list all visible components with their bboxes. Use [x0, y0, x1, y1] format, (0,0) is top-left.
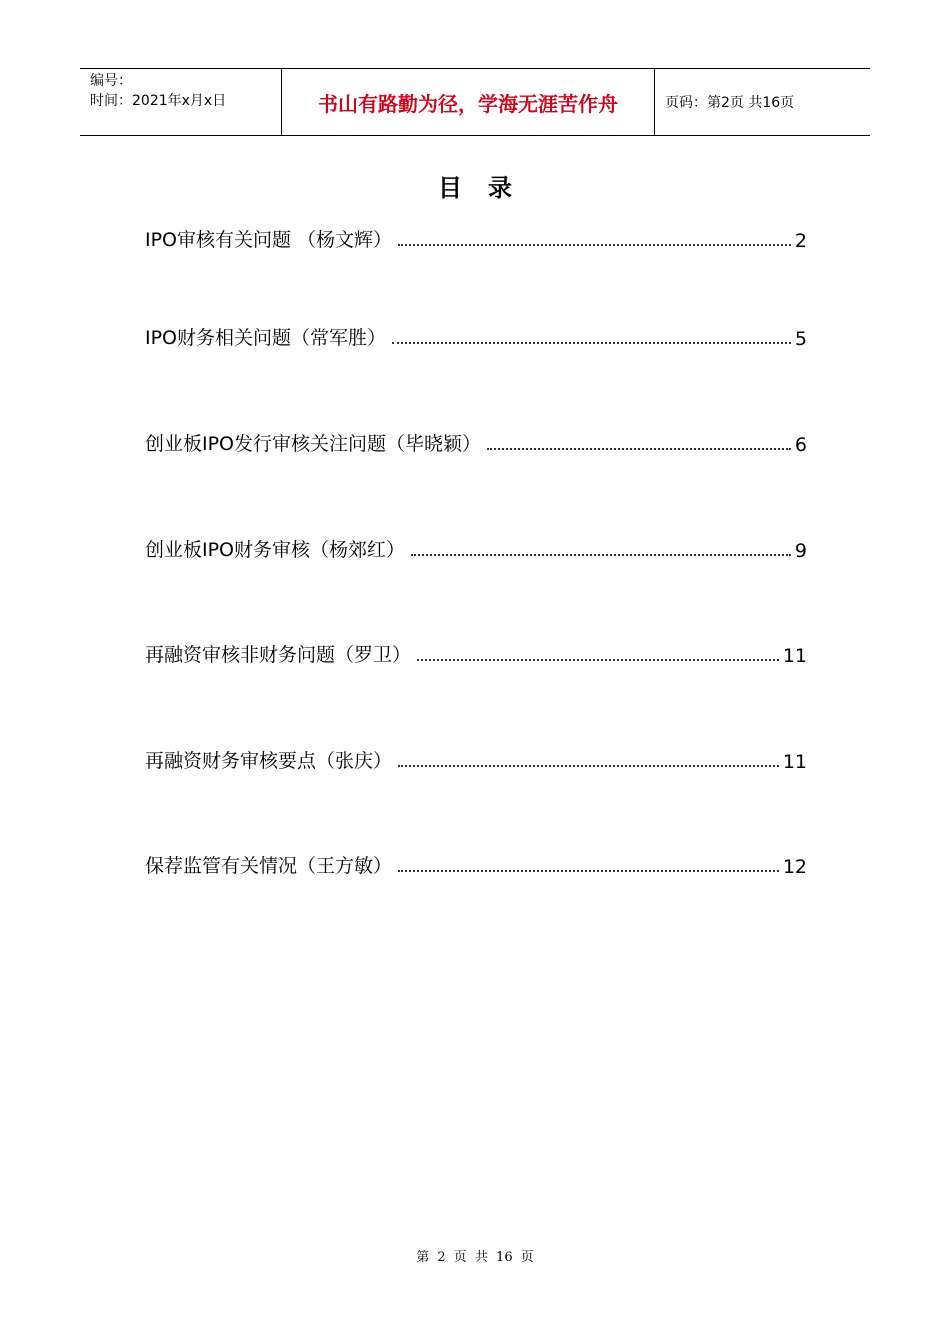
toc-leader-dots: [398, 244, 791, 246]
toc-item[interactable]: [145, 218, 807, 252]
page-title: 目录: [438, 174, 538, 202]
toc-item[interactable]: [145, 316, 807, 350]
toc-item-text: IPO财务相关问题（常军胜）: [145, 327, 387, 349]
toc-item-text: 再融资财务审核要点（张庆）: [145, 750, 393, 772]
toc-item-text: 再融资审核非财务问题（罗卫）: [145, 644, 412, 666]
toc-item-text: 创业板IPO发行审核关注问题（毕晓颖）: [145, 433, 482, 455]
header-meta: [80, 69, 282, 135]
toc-leader-dots: [417, 659, 779, 661]
toc-item-text: 创业板IPO财务审核（杨郊红）: [145, 539, 406, 561]
header-motto-cell: [282, 69, 655, 135]
toc-item[interactable]: [145, 422, 807, 456]
toc-item-page: 5: [794, 328, 807, 350]
toc-leader-dots: [398, 870, 779, 872]
toc-item[interactable]: [145, 739, 807, 773]
number-label: 编号：: [90, 73, 132, 89]
toc-leader-dots: [392, 342, 791, 344]
toc-item-page: 12: [782, 856, 807, 878]
toc-leader-dots: [487, 448, 791, 450]
toc-item-page: 11: [782, 645, 807, 667]
toc-leader-dots: [398, 765, 779, 767]
toc-item[interactable]: [145, 633, 807, 667]
toc-item[interactable]: [145, 528, 807, 562]
toc-item-text: IPO审核有关问题 （杨文辉）: [145, 229, 393, 251]
toc-item-page: 2: [794, 230, 807, 252]
toc-leader-dots: [411, 554, 791, 556]
page-info: 页码：第2页 共16页: [665, 95, 795, 111]
toc-item-page: 6: [794, 434, 807, 456]
toc-item-page: 11: [782, 751, 807, 773]
motto: 书山有路勤为径，学海无涯苦作舟: [318, 91, 618, 116]
toc-item-text: 保荐监管有关情况（王方敏）: [145, 855, 393, 877]
time-label: 时间：2021年x月x日: [90, 93, 227, 109]
page-header: [80, 68, 870, 136]
page-footer: 第 2 页 共 16 页: [416, 1250, 534, 1265]
toc-item[interactable]: [145, 844, 807, 878]
toc-item-page: 9: [794, 540, 807, 562]
header-page-info-cell: [655, 69, 870, 135]
